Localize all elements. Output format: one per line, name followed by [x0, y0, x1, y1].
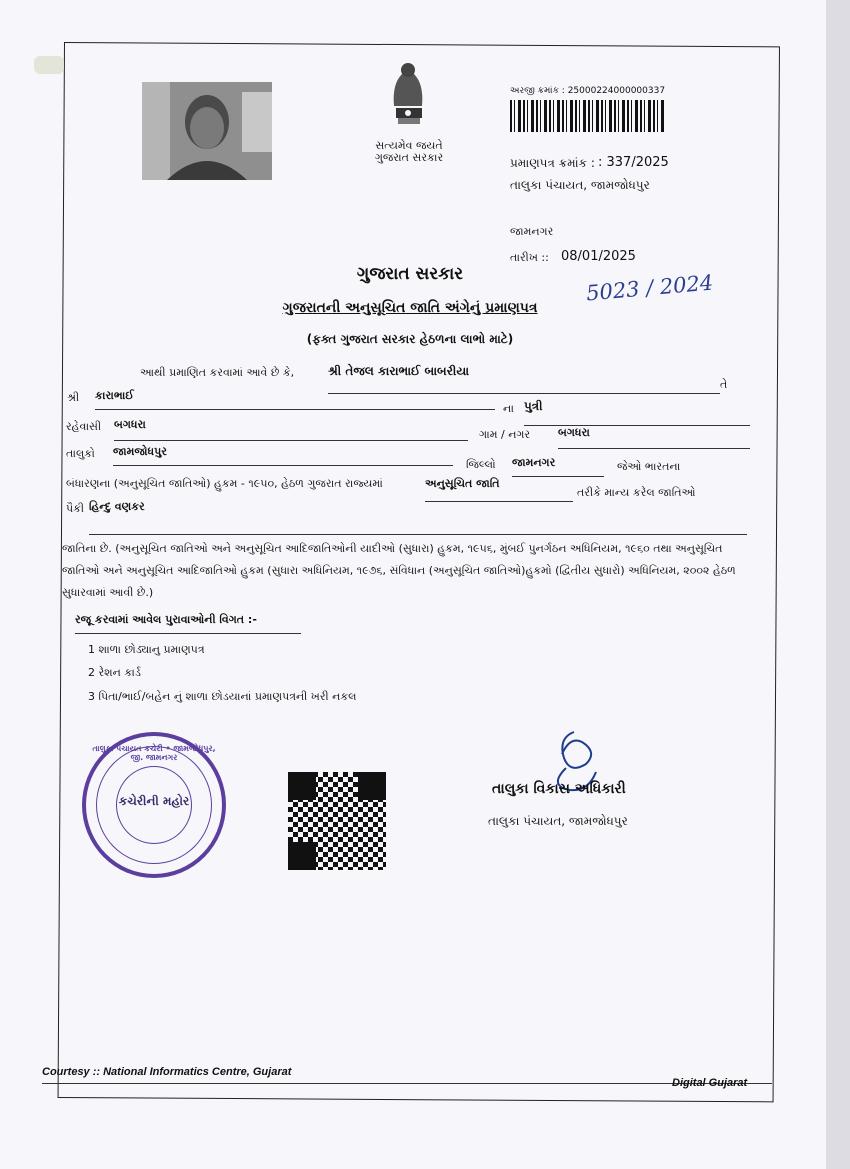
certificate-number: : 337/2025 — [598, 155, 669, 170]
na-label: ના — [503, 402, 514, 415]
district-line: જામનગર — [510, 225, 554, 238]
district-label: જિલ્લો — [466, 458, 496, 471]
certificate-subtitle: (ફક્ત ગુજરાત સરકાર હેઠળના લાભો માટે) — [306, 332, 514, 346]
stamp-center-text: કચેરીની મહોર — [118, 794, 190, 808]
date-value: 08/01/2025 — [561, 249, 636, 264]
relation-value: પુત્રી — [524, 399, 750, 426]
signatory-title: તાલુકા વિકાસ અધિકારી — [492, 781, 626, 797]
evidence-item: 2 રેશન કાર્ડ — [88, 666, 141, 679]
taluka-value: જામજોધપુર — [113, 445, 453, 466]
paper-tape-mark — [34, 56, 64, 74]
stamp-ring-text: તાલુકા પંચાયત કચેરી • જામજોધપુર, જી. જામનગર — [92, 744, 216, 762]
emblem-motto: સત્યમેવ જયતે — [375, 139, 443, 152]
barcode — [510, 100, 665, 132]
te-text: તે — [720, 378, 728, 391]
emblem-caption: ગુજરાત સરકાર — [374, 151, 444, 164]
government-title: ગુજરાત સરકાર — [356, 264, 464, 284]
resident-label: રહેવાસી — [66, 420, 102, 433]
taluka-label: તાલુકો — [66, 447, 95, 460]
office-stamp — [82, 732, 226, 878]
certify-text: આથી પ્રમાણિત કરવામાં આવે છે કે, — [140, 366, 295, 379]
application-number: અરજી ક્રમાંક : 25000224000000337 — [510, 86, 666, 96]
page-edge — [826, 0, 850, 1169]
qr-code — [288, 772, 386, 870]
constitution-text: બંધારણના (અનુસૂચિત જાતિઓ) હુકમ - ૧૯૫૦, હેઠળ ગુજરાત રાજ્યમાં — [66, 477, 383, 490]
date-label: તારીખ :: — [510, 251, 549, 264]
footer-rule — [42, 1083, 772, 1084]
evidence-item: 1 શાળા છોડ્યાનુ પ્રમાણપત્ર — [88, 643, 205, 656]
signatory-office: તાલુકા પંચાયત, જામજોધપુર — [488, 814, 628, 828]
category-value: અનુસૂચિત જાતિ — [425, 477, 573, 502]
district-value: જામનગર — [512, 456, 604, 477]
courtesy-text: Courtesy :: National Informatics Centre, Gujarat — [42, 1066, 292, 1078]
village-label: ગામ / નગર — [479, 428, 531, 441]
person-name: શ્રી તેજલ કારાભાઈ બાબરીયા — [328, 364, 720, 394]
shri-label: શ્રી — [67, 391, 80, 404]
father-name: કારાભાઈ — [95, 389, 495, 410]
evidence-item: 3 પિતા/ભાઈ/બહેન નું શાળા છોડયાનાં પ્રમાણપત્રની ખરી નકલ — [88, 690, 357, 703]
caste-value: હિન્દુ વણકર — [89, 500, 747, 535]
certificate-title: ગુજરાતની અનુસૂચિત જાતિ અંગેનું પ્રમાણપત્ર — [282, 300, 538, 316]
evidence-heading: રજૂ કરવામાં આવેલ પુરાવાઓની વિગત :- — [75, 613, 301, 634]
national-emblem — [372, 60, 444, 142]
applicant-photo — [142, 82, 272, 180]
village-value: બગધરા — [558, 426, 750, 449]
certificate-number-label: પ્રમાણપત્ર ક્રમાંક : — [510, 156, 595, 170]
which-india-text: જેઓ ભારતના — [617, 460, 681, 473]
office-line: તાલુકા પંચાયત, જામજોધપુર — [510, 178, 650, 192]
among-label: પૈકી — [66, 502, 85, 515]
resident-value: બગધરા — [114, 418, 468, 441]
recognized-text: તરીકે માન્ય કરેલ જાતિઓ — [577, 486, 696, 499]
legal-paragraph: જાતિના છે. (અનુસૂચિત જાતિઓ અને અનુસૂચિત આદિજાતિઓની યાદીઓ (સુધારા) હુકમ, ૧૯૫૬, મુંબઈ પુનર્ગઠન અધિનિયમ, ૧૯૬૦ તથા અનુસૂચિત જાતિઓ અને અનુસૂચિત આદિજાતિઓ હુકમ (સુધારા અધિનિયમ, ૧૯૭૬, સંવિધાન (અનુસૂચિત જાતિઓ)હુકમો (દ્વિતીય સુધારો) અધિનિયમ, ૨૦૦૨ હેઠળ સુધારવામાં આવી છે.) — [62, 542, 736, 599]
handwritten-note: 5023 / 2024 — [585, 270, 715, 306]
footer-brand: Digital Gujarat — [672, 1077, 748, 1089]
